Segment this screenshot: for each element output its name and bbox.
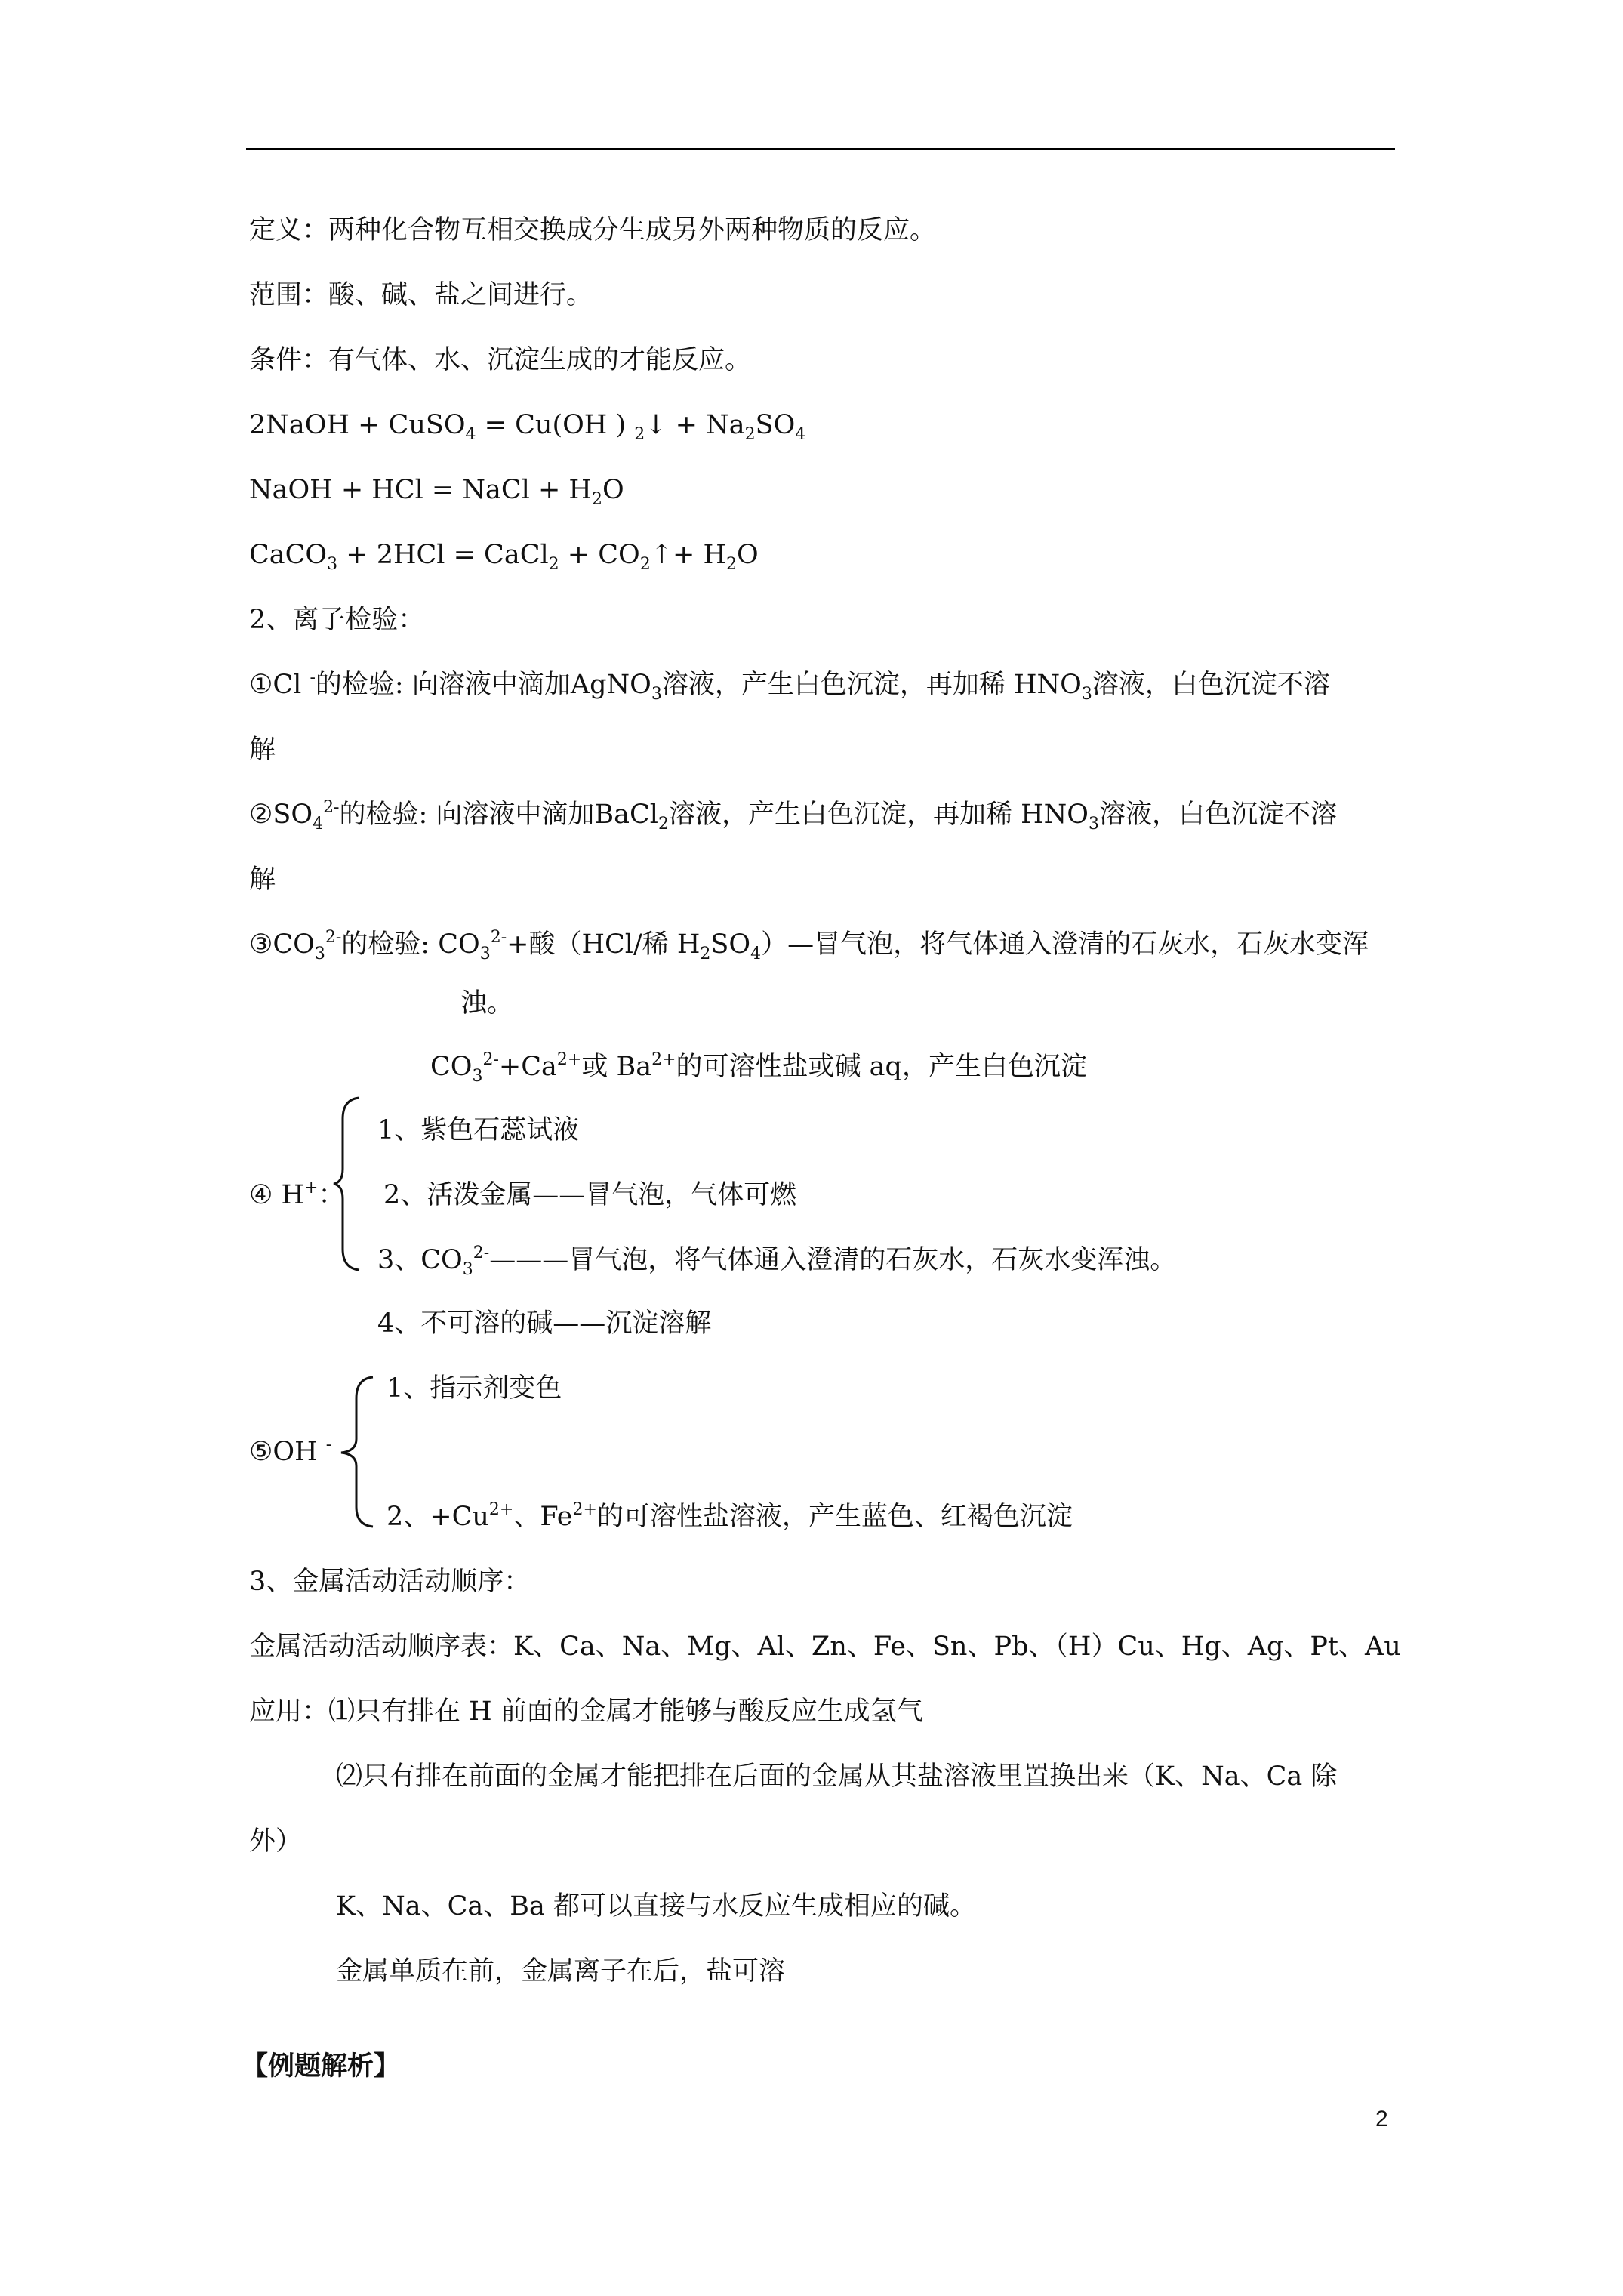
metal-application-2: ⑵只有排在前面的金属才能把排在后面的金属从其盐溶液里置换出来（K、Na、Ca 除 (336, 1761, 1338, 1792)
scope-text: 范围：酸、碱、盐之间进行。 (249, 280, 593, 310)
metal-note-1: K、Na、Ca、Ba 都可以直接与水反应生成相应的碱。 (336, 1891, 976, 1922)
equation-caco3-hcl: CaCO$_3$ + 2HCl = CaCl$_2$ + $CO_2↑+ H_2O$ (249, 540, 759, 574)
equation-naoh-cuso4: 2NaOH + CuSO$_4$ = Cu(OH ) $_2$↓ + $Na_2SO_4$ (249, 410, 806, 444)
h-ion-item-3: 3、$CO_3^{2-}———$冒气泡，将气体通入澄清的石灰水，石灰水变浑浊。 (377, 1244, 1177, 1279)
sulfate-test: $②SO_4^{2-}$的检验: 向溶液中滴加BaCl$_2$溶液，产生白色沉淀，再加稀 $HNO_3$溶液，白色沉淀不溶 (249, 798, 1337, 834)
header-rule (246, 148, 1395, 150)
condition-text: 条件：有气体、水、沉淀生成的才能反应。 (249, 345, 752, 375)
carbonate-test-line2: $CO_3^{2-}+Ca^{2+}$或 $Ba^{2+}$的可溶性盐或碱 aq，产生白色沉淀 (430, 1050, 1087, 1086)
equation-naoh-hcl: NaOH + HCl = NaCl + $H_2O$ (249, 475, 624, 509)
carbonate-test-cont: 浊。 (460, 988, 514, 1019)
oh-ion-label: ⑤OH - (249, 1435, 332, 1467)
h-ion-item-1: 1、紫色石蕊试液 (377, 1115, 580, 1145)
carbonate-test: $③CO_3^{2-}$的检验: $CO_3^{2-}+$酸（HCl/稀 $H_2SO_4)—$冒气泡，将气体通入澄清的石灰水，石灰水变浑 (249, 928, 1369, 963)
example-heading: 【例题解析】 (242, 2051, 401, 2082)
h-ion-item-4: 4、不可溶的碱——沉淀溶解 (377, 1308, 712, 1339)
metal-activity-table: 金属活动活动顺序表：K、Ca、Na、Mg、Al、Zn、Fe、Sn、Pb、（H）Cu、Hg、Ag、Pt、Au (249, 1632, 1401, 1662)
metal-note-2: 金属单质在前，金属离子在后，盐可溶 (336, 1956, 786, 1986)
sulfate-test-cont: 解 (249, 864, 276, 895)
oh-ion-brace (338, 1376, 377, 1528)
chloride-test-cont: 解 (249, 735, 276, 765)
definition-text: 定义：两种化合物互相交换成分生成另外两种物质的反应。 (249, 215, 937, 245)
metal-heading: 3、金属活动活动顺序： (249, 1567, 531, 1597)
h-ion-item-2: 2、活泼金属——冒气泡，气体可燃 (383, 1180, 797, 1210)
page-number: 2 (1375, 2106, 1388, 2131)
ion-test-heading: 2、离子检验： (249, 605, 425, 635)
oh-ion-item-2: 2、$+Cu^{2+}$、$Fe^{2+}$的可溶性盐溶液，产生蓝色、红褐色沉淀 (387, 1500, 1073, 1532)
oh-ion-item-1: 1、指示剂变色 (387, 1373, 562, 1404)
metal-application-2-cont: 外） (249, 1826, 303, 1857)
h-ion-label: ④ H+： (249, 1179, 345, 1210)
metal-application-1: 应用：⑴只有排在 H 前面的金属才能够与酸反应生成氢气 (249, 1697, 923, 1727)
chloride-test: ①Cl -的检验: 向溶液中滴加AgNO$_3$溶液，产生白色沉淀，再加稀 $HNO_3$溶液，白色沉淀不溶 (249, 668, 1330, 704)
